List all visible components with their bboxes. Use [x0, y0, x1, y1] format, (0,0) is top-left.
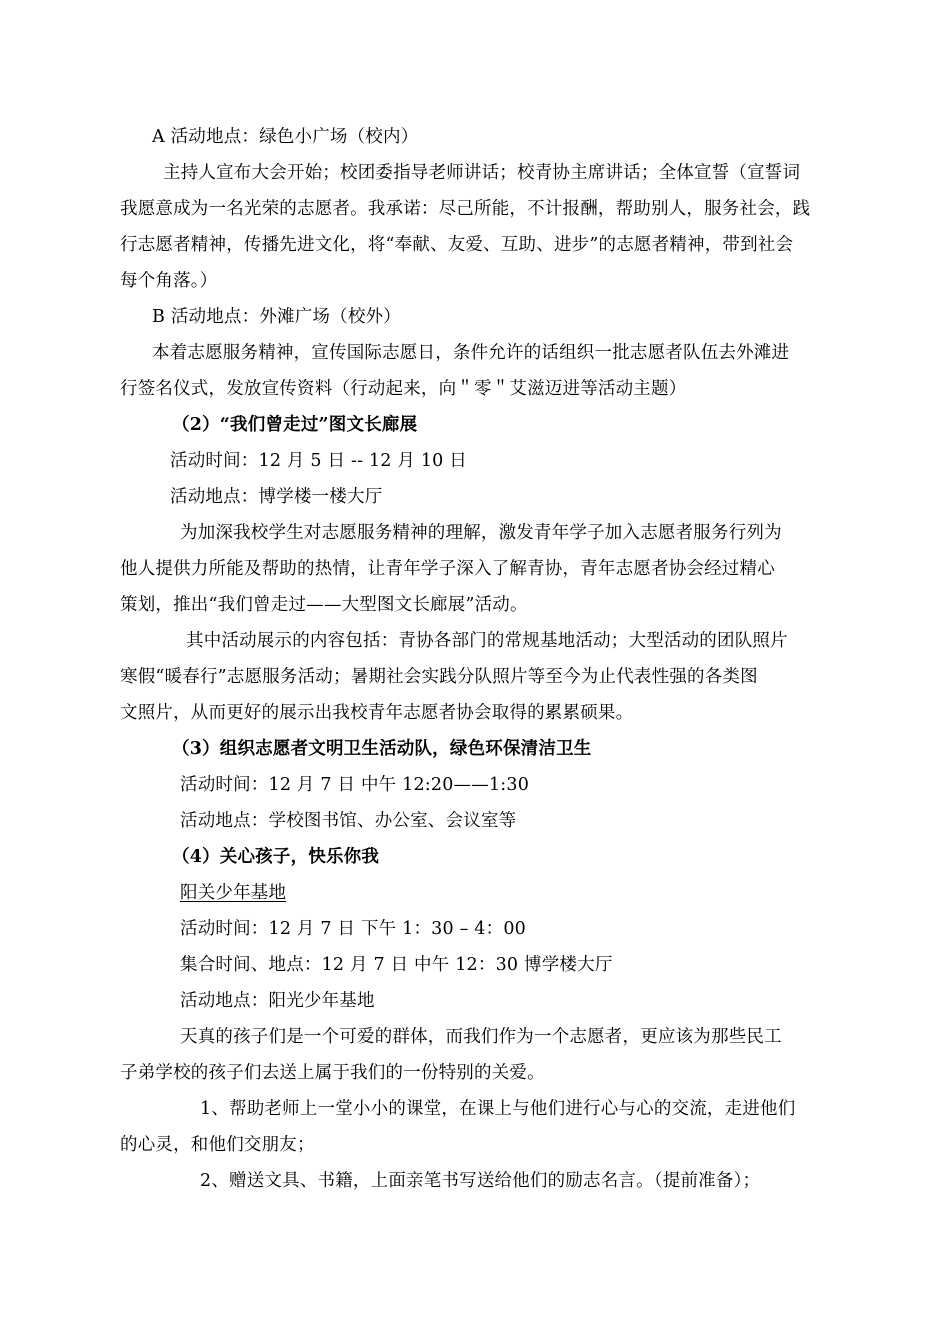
ceremony-paragraph-line-3: 行志愿者精神，传播先进文化，将“奉献、友爱、互助、进步”的志愿者精神，带到社会 [120, 235, 794, 255]
ceremony-paragraph-line-1: 主持人宣布大会开始；校团委指导老师讲话；校青协主席讲话；全体宣誓（宣誓词 [163, 163, 801, 183]
section-4-paragraph-line-2: 子弟学校的孩子们去送上属于我们的一份特别的关爱。 [120, 1063, 545, 1083]
section-2-heading: （2）“我们曾走过”图文长廊展 [172, 415, 418, 435]
bund-paragraph-line-1: 本着志愿服务精神，宣传国际志愿日，条件允许的话组织一批志愿者队伍去外滩进 [152, 343, 790, 363]
section-2-paragraph-2-line-2: 寒假“暖春行”志愿服务活动；暑期社会实践分队照片等至今为止代表性强的各类图 [120, 667, 758, 687]
ceremony-paragraph-line-2: 我愿意成为一名光荣的志愿者。我承诺：尽己所能，不计报酬，帮助别人，服务社会，践 [120, 199, 811, 219]
location-b-line: B 活动地点：外滩广场（校外） [152, 307, 401, 327]
section-3-heading: （3）组织志愿者文明卫生活动队，绿色环保清洁卫生 [172, 739, 592, 759]
section-2-paragraph-1-line-1: 为加深我校学生对志愿服务精神的理解，激发青年学子加入志愿者服务行列为 [180, 523, 782, 543]
section-4-gathering: 集合时间、地点：12 月 7 日 中午 12：30 博学楼大厅 [180, 955, 613, 975]
section-4-location: 活动地点：阳光少年基地 [180, 991, 375, 1011]
section-2-paragraph-1-line-2: 他人提供力所能及帮助的热情，让青年学子深入了解青协，青年志愿者协会经过精心 [120, 559, 775, 579]
section-4-time: 活动时间：12 月 7 日 下午 1：30 – 4：00 [180, 919, 526, 939]
section-3-location: 活动地点：学校图书馆、办公室、会议室等 [180, 811, 517, 831]
ceremony-paragraph-line-4: 每个角落。） [120, 271, 218, 291]
section-2-paragraph-1-line-3: 策划，推出“我们曾走过——大型图文长廊展”活动。 [120, 595, 528, 615]
section-2-paragraph-2-line-3: 文照片，从而更好的展示出我校青年志愿者协会取得的累累硕果。 [120, 703, 634, 723]
list-item-2: 2、赠送文具、书籍，上面亲笔书写送给他们的励志名言。（提前准备）； [200, 1171, 761, 1191]
section-2-location: 活动地点：博学楼一楼大厅 [170, 487, 383, 507]
section-2-time: 活动时间：12 月 5 日 -- 12 月 10 日 [170, 451, 467, 471]
location-a-line: A 活动地点：绿色小广场（校内） [152, 127, 419, 147]
section-2-paragraph-2-line-1: 其中活动展示的内容包括：青协各部门的常规基地活动；大型活动的团队照片 [186, 631, 788, 651]
bund-paragraph-line-2: 行签名仪式，发放宣传资料（行动起来，向＂零＂艾滋迈进等活动主题） [120, 379, 687, 399]
section-4-subtitle: 阳关少年基地 [180, 883, 287, 903]
section-3-time: 活动时间：12 月 7 日 中午 12:20——1:30 [180, 775, 530, 795]
list-item-1-line-1: 1、帮助老师上一堂小小的课堂，在课上与他们进行心与心的交流，走进他们 [200, 1099, 796, 1119]
section-4-paragraph-line-1: 天真的孩子们是一个可爱的群体，而我们作为一个志愿者，更应该为那些民工 [180, 1027, 782, 1047]
list-item-1-line-2: 的心灵，和他们交朋友； [120, 1135, 315, 1155]
section-4-heading: （4）关心孩子，快乐你我 [172, 847, 380, 867]
